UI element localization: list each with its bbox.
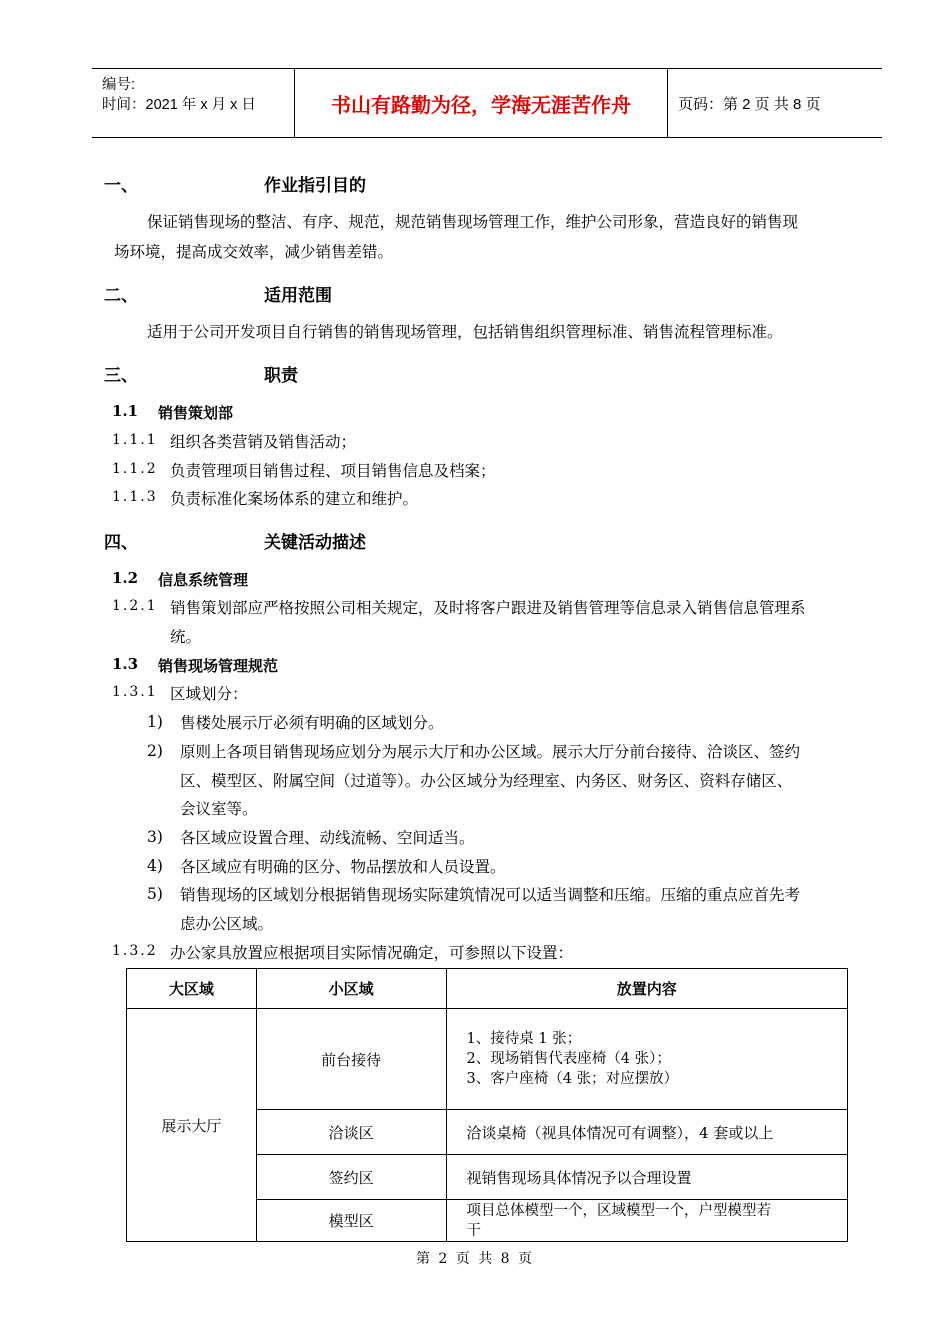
list-item-1-number: 1) xyxy=(147,713,163,731)
list-item-2-number: 2) xyxy=(147,742,163,760)
content-cell xyxy=(446,1200,847,1242)
item-1-3-1-number: 1.3.1 xyxy=(112,684,158,700)
section-1-paragraph-line-2: 场环境，提高成交效率，减少销售差错。 xyxy=(114,243,394,261)
number-label: 编号: xyxy=(102,77,136,93)
subsection-1-2-number: 1.2 xyxy=(112,569,139,587)
content-cell: 视销售现场具体情况予以合理设置 xyxy=(446,1155,847,1200)
sub-area-cell: 洽谈区 xyxy=(256,1110,446,1155)
list-item-5-number: 5) xyxy=(147,885,163,903)
header-meta-cell xyxy=(92,69,295,137)
content-cell: 洽谈桌椅（视具体情况可有调整），4 套或以上 xyxy=(446,1110,847,1155)
section-2-title: 适用范围 xyxy=(264,286,332,306)
list-item-2-line-1: 原则上各项目销售现场应划分为展示大厅和办公区域。展示大厅分前台接待、洽谈区、签约 xyxy=(180,743,801,761)
document-header xyxy=(92,68,882,138)
subsection-1-1-number: 1.1 xyxy=(112,402,139,420)
table-header-row xyxy=(127,969,848,1009)
item-1-1-1-text: 组织各类营销及销售活动； xyxy=(170,433,357,451)
item-1-1-2-number: 1.1.2 xyxy=(112,461,158,477)
list-item-3-line-1: 各区域应设置合理、动线流畅、空间适当。 xyxy=(180,829,475,847)
list-item-2-line-2: 区、模型区、附属空间（过道等）。办公区域分为经理室、内务区、财务区、资料存储区、 xyxy=(180,772,793,790)
item-1-2-1-number: 1.2.1 xyxy=(112,598,158,614)
page-label: 页码：第 2 页 共 8 页 xyxy=(678,95,821,113)
list-item-5-line-1: 销售现场的区域划分根据销售现场实际建筑情况可以适当调整和压缩。压缩的重点应首先考 xyxy=(180,886,801,904)
subsection-1-1-title: 销售策划部 xyxy=(158,404,234,422)
section-4-number: 四、 xyxy=(104,533,138,553)
header-sub-area: 小区域 xyxy=(256,969,446,1009)
content-cell xyxy=(446,1009,847,1110)
sub-area-cell: 签约区 xyxy=(256,1155,446,1200)
section-1-title: 作业指引目的 xyxy=(264,176,366,196)
list-item-4-line-1: 各区域应有明确的区分、物品摆放和人员设置。 xyxy=(180,858,506,876)
sub-area-cell: 模型区 xyxy=(256,1200,446,1242)
header-content: 放置内容 xyxy=(446,969,847,1009)
subsection-1-2-title: 信息系统管理 xyxy=(158,571,249,589)
motto: 书山有路勤为径，学海无涯苦作舟 xyxy=(295,69,668,137)
furniture-table xyxy=(126,968,848,1242)
subsection-1-3-number: 1.3 xyxy=(112,655,139,673)
item-1-1-3-number: 1.1.3 xyxy=(112,489,158,505)
item-1-1-2-text: 负责管理项目销售过程、项目销售信息及档案； xyxy=(170,462,496,480)
section-3-number: 三、 xyxy=(104,366,138,386)
item-1-1-3-text: 负责标准化案场体系的建立和维护。 xyxy=(170,490,419,508)
big-area-cell: 展示大厅 xyxy=(127,1009,257,1242)
item-1-3-2-text: 办公家具放置应根据项目实际情况确定，可参照以下设置： xyxy=(170,944,574,962)
table-row xyxy=(127,1009,848,1110)
content-line: 2、现场销售代表座椅（4 张）； xyxy=(466,1051,671,1067)
content-line: 干 xyxy=(466,1222,482,1239)
time-label: 时间：2021 年 x 月 x 日 xyxy=(102,97,256,113)
content-line: 1、接待桌 1 张； xyxy=(466,1031,582,1047)
subsection-1-3-title: 销售现场管理规范 xyxy=(158,657,279,675)
section-2-number: 二、 xyxy=(104,286,138,306)
item-1-3-1-text: 区域划分： xyxy=(170,685,248,703)
content-line: 项目总体模型一个，区域模型一个，户型模型若 xyxy=(466,1202,772,1219)
section-3-title: 职责 xyxy=(264,366,298,386)
item-1-3-2-number: 1.3.2 xyxy=(112,943,158,959)
section-4-title: 关键活动描述 xyxy=(264,533,366,553)
item-1-2-1-line-2: 统。 xyxy=(170,628,202,646)
list-item-2-line-3: 会议室等。 xyxy=(180,800,258,818)
sub-area-cell: 前台接待 xyxy=(256,1009,446,1110)
item-1-1-1-number: 1.1.1 xyxy=(112,432,158,448)
list-item-4-number: 4) xyxy=(147,857,163,875)
page-footer: 第 2 页 共 8 页 xyxy=(415,1251,535,1267)
section-2-paragraph: 适用于公司开发项目自行销售的销售现场管理，包括销售组织管理标准、销售流程管理标准。 xyxy=(147,323,783,341)
list-item-5-line-2: 虑办公区域。 xyxy=(180,915,274,933)
header-big-area: 大区域 xyxy=(127,969,257,1009)
content-line: 3、客户座椅（4 张；对应摆放） xyxy=(466,1071,679,1087)
section-1-paragraph-line-1: 保证销售现场的整洁、有序、规范，规范销售现场管理工作，维护公司形象，营造良好的销售现 xyxy=(147,213,799,231)
section-1-number: 一、 xyxy=(104,176,138,196)
list-item-1-line-1: 售楼处展示厅必须有明确的区域划分。 xyxy=(180,714,444,732)
list-item-3-number: 3) xyxy=(147,828,163,846)
item-1-2-1-line-1: 销售策划部应严格按照公司相关规定，及时将客户跟进及销售管理等信息录入销售信息管理系 xyxy=(170,599,806,617)
